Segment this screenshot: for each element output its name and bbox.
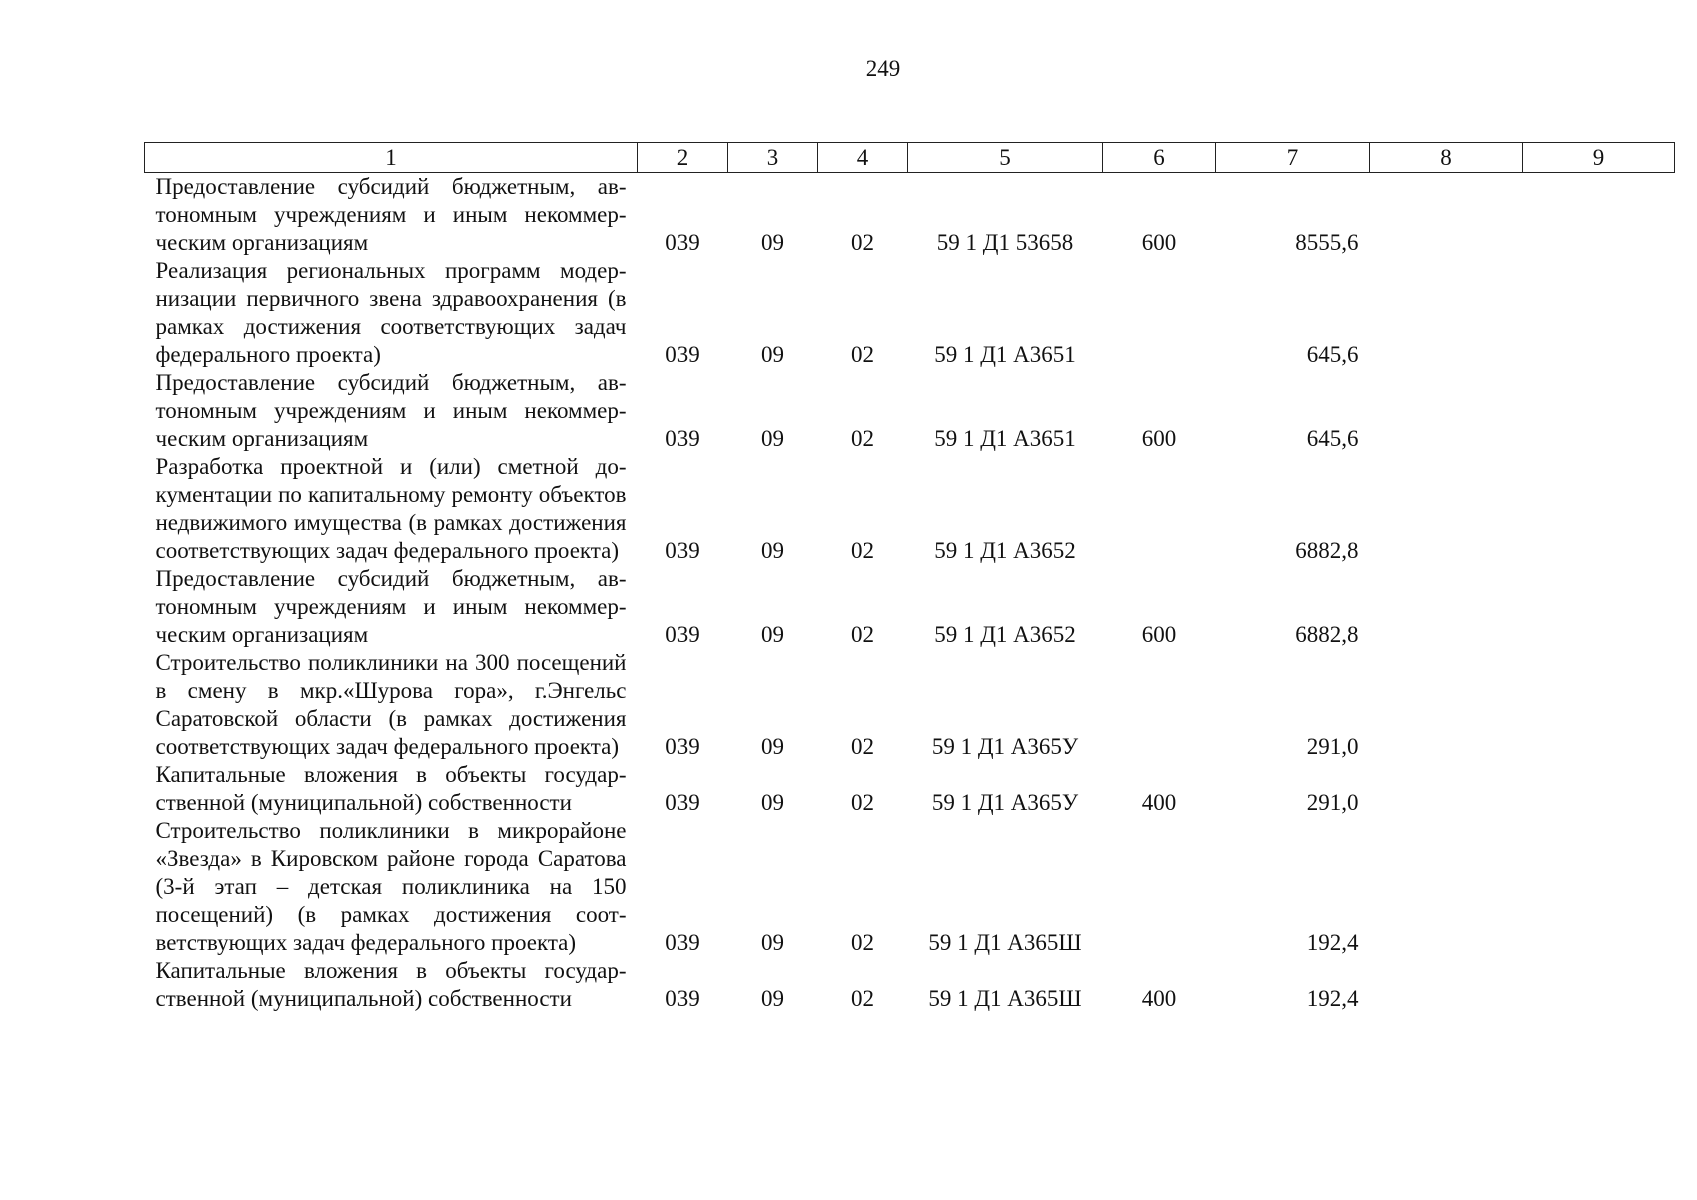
item-name-cell: Капитальные вложения в объекты государственной (муниципальной) собственности — [155, 958, 627, 1011]
subsection-code-cell: 02 — [851, 230, 874, 255]
ministry-code-cell: 039 — [665, 790, 700, 815]
column-header: 3 — [728, 143, 818, 173]
amount-cell: 192,4 — [1306, 986, 1359, 1011]
subsection-code-cell: 02 — [851, 426, 874, 451]
item-name-cell: Предоставление субсидий бюджетным, автономным учреждениям и иным некоммерческим организациям — [155, 174, 627, 255]
amount-cell: 192,4 — [1306, 930, 1359, 955]
amount-2-cell — [1370, 565, 1523, 649]
amount-cell: 6882,8 — [1295, 622, 1359, 647]
target-article-cell: 59 1 Д1 А3651 — [934, 426, 1076, 451]
amount-cell: 291,0 — [1306, 790, 1359, 815]
target-article-cell: 59 1 Д1 А365Ш — [928, 930, 1082, 955]
expense-type-cell: 600 — [1141, 230, 1177, 255]
table-row — [145, 761, 1675, 817]
amount-2-cell — [1370, 257, 1523, 369]
section-code-cell: 09 — [761, 986, 784, 1011]
table-row — [145, 957, 1675, 1013]
amount-3-cell — [1523, 565, 1675, 649]
amount-3-cell — [1523, 257, 1675, 369]
amount-2-cell — [1370, 761, 1523, 817]
subsection-code-cell: 02 — [851, 986, 874, 1011]
table-body — [145, 173, 1675, 1014]
expense-type-cell — [1103, 649, 1216, 761]
amount-2-cell — [1370, 817, 1523, 957]
amount-cell: 6882,8 — [1295, 538, 1359, 563]
subsection-code-cell: 02 — [851, 342, 874, 367]
amount-3-cell — [1523, 453, 1675, 565]
item-name-cell: Предоставление субсидий бюджетным, автономным учреждениям и иным некоммерческим организациям — [155, 370, 627, 451]
expense-type-cell: 600 — [1141, 622, 1177, 647]
ministry-code-cell: 039 — [665, 342, 700, 367]
expense-type-cell: 400 — [1141, 790, 1177, 815]
table-row — [145, 565, 1675, 649]
budget-table — [144, 142, 1675, 1013]
section-code-cell: 09 — [761, 426, 784, 451]
column-header: 4 — [818, 143, 908, 173]
section-code-cell: 09 — [761, 538, 784, 563]
amount-3-cell — [1523, 649, 1675, 761]
expense-type-cell — [1103, 453, 1216, 565]
amount-cell: 645,6 — [1306, 342, 1359, 367]
table-row — [145, 649, 1675, 761]
ministry-code-cell: 039 — [665, 622, 700, 647]
target-article-cell: 59 1 Д1 А3651 — [934, 342, 1076, 367]
ministry-code-cell: 039 — [665, 426, 700, 451]
table-row — [145, 817, 1675, 957]
subsection-code-cell: 02 — [851, 790, 874, 815]
item-name-cell: Капитальные вложения в объекты государственной (муниципальной) собственности — [155, 762, 627, 815]
expense-type-cell: 400 — [1141, 986, 1177, 1011]
amount-2-cell — [1370, 173, 1523, 258]
header-row — [145, 143, 1675, 173]
amount-2-cell — [1370, 649, 1523, 761]
section-code-cell: 09 — [761, 230, 784, 255]
item-name-cell: Предоставление субсидий бюджетным, автономным учреждениям и иным некоммерческим организациям — [155, 566, 627, 647]
amount-3-cell — [1523, 817, 1675, 957]
column-header: 6 — [1103, 143, 1216, 173]
subsection-code-cell: 02 — [851, 734, 874, 759]
table-row — [145, 369, 1675, 453]
amount-cell: 645,6 — [1306, 426, 1359, 451]
section-code-cell: 09 — [761, 930, 784, 955]
column-header: 1 — [145, 143, 638, 173]
item-name-cell: Разработка проектной и (или) сметной документации по капитальному ремонту объектов недвижимого имущества (в рамках достижения соответствующих задач федерального проекта) — [155, 454, 627, 563]
amount-3-cell — [1523, 957, 1675, 1013]
amount-3-cell — [1523, 369, 1675, 453]
expense-type-cell — [1103, 817, 1216, 957]
subsection-code-cell: 02 — [851, 930, 874, 955]
ministry-code-cell: 039 — [665, 930, 700, 955]
expense-type-cell — [1103, 257, 1216, 369]
column-header: 5 — [908, 143, 1103, 173]
target-article-cell: 59 1 Д1 А365У — [931, 790, 1079, 815]
item-name-cell: Реализация региональных программ модернизации первичного звена здравоохранения (в рамках достижения соответствующих задач федерального проекта) — [155, 258, 627, 367]
amount-cell: 8555,6 — [1295, 230, 1359, 255]
expense-type-cell: 600 — [1141, 426, 1177, 451]
target-article-cell: 59 1 Д1 А3652 — [934, 622, 1076, 647]
column-header: 8 — [1370, 143, 1523, 173]
item-name-cell: Строительство поликлиники в микрорайоне «Звезда» в Кировском районе города Саратова (3-й этап – детская поликлиника на 150 посещений) (в рамках достижения соответствующих задач федерального проекта) — [155, 818, 627, 955]
column-header: 2 — [638, 143, 728, 173]
target-article-cell: 59 1 Д1 А3652 — [934, 538, 1076, 563]
column-header: 9 — [1523, 143, 1675, 173]
section-code-cell: 09 — [761, 790, 784, 815]
item-name-cell: Строительство поликлиники на 300 посещений в смену в мкр.«Шурова гора», г.Энгельс Саратовской области (в рамках достижения соответствующих задач федерального проекта) — [155, 650, 627, 759]
subsection-code-cell: 02 — [851, 622, 874, 647]
ministry-code-cell: 039 — [665, 538, 700, 563]
ministry-code-cell: 039 — [665, 986, 700, 1011]
section-code-cell: 09 — [761, 622, 784, 647]
column-header: 7 — [1216, 143, 1370, 173]
amount-2-cell — [1370, 453, 1523, 565]
amount-cell: 291,0 — [1306, 734, 1359, 759]
section-code-cell: 09 — [761, 342, 784, 367]
section-code-cell: 09 — [761, 734, 784, 759]
table-row — [145, 453, 1675, 565]
page-number: 249 — [865, 56, 901, 81]
ministry-code-cell: 039 — [665, 230, 700, 255]
amount-3-cell — [1523, 173, 1675, 258]
amount-3-cell — [1523, 761, 1675, 817]
target-article-cell: 59 1 Д1 А365У — [931, 734, 1079, 759]
table-row — [145, 173, 1675, 258]
amount-2-cell — [1370, 369, 1523, 453]
table-row — [145, 257, 1675, 369]
subsection-code-cell: 02 — [851, 538, 874, 563]
target-article-cell: 59 1 Д1 А365Ш — [928, 986, 1082, 1011]
ministry-code-cell: 039 — [665, 734, 700, 759]
amount-2-cell — [1370, 957, 1523, 1013]
target-article-cell: 59 1 Д1 53658 — [936, 230, 1074, 255]
